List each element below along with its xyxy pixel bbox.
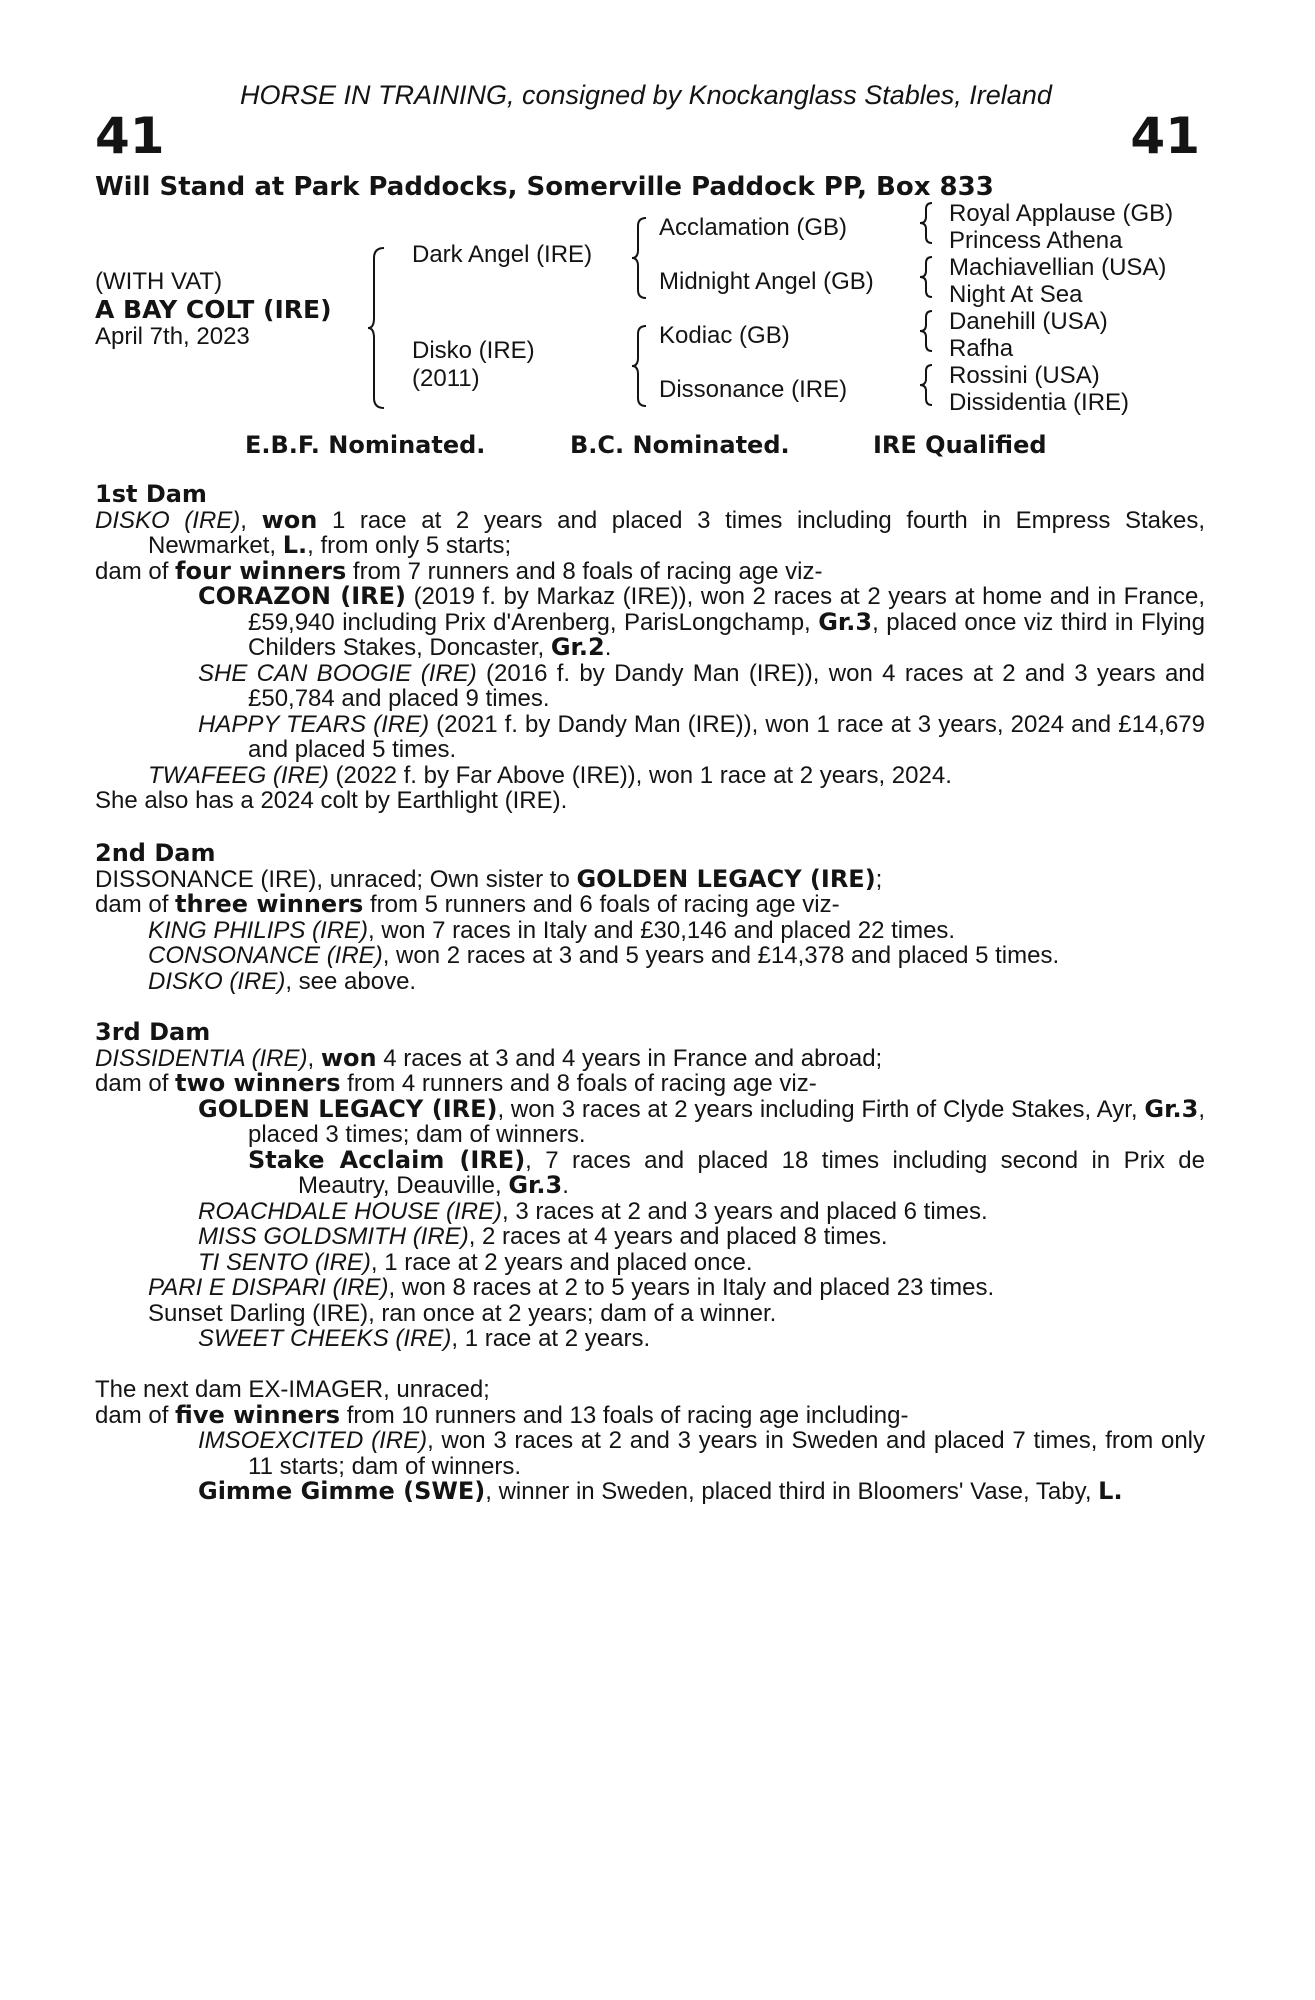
pedigree-g2: Princess Athena [949,227,1123,254]
text-fragment: , placed 3 times; dam of winners. [248,1095,1205,1148]
text-fragment: dam of [95,557,176,585]
third-dam-section [95,1020,1205,1352]
text-fragment: , 1 race at 2 years and placed once. [370,1248,753,1276]
produce-she-can-boogie [95,661,1205,712]
pedigree-g7: Rossini (USA) [949,362,1100,389]
produce-name: SHE CAN BOOGIE (IRE) [198,659,477,687]
foaling-date: April 7th, 2023 [95,323,250,350]
bc-nominated: B.C. Nominated. [570,431,790,459]
produce-name: IMSOEXCITED (IRE) [198,1427,428,1454]
produce-name: KING PHILIPS (IRE) [148,916,369,944]
first-dam-section [95,482,1205,814]
grandproduce-sweet-cheeks [95,1326,1205,1352]
text-fragment: ; [875,865,883,893]
pedigree-g5: Danehill (USA) [949,308,1108,335]
pedigree-bracket-g4 [920,365,934,405]
race-grade: Gr.3 [818,607,873,636]
produce-name: GOLDEN LEGACY (IRE) [198,1094,498,1123]
grandproduce-gimme-gimme [95,1479,1205,1505]
produce-name: CONSONANCE (IRE) [148,942,383,969]
produce-disko [95,969,1205,995]
horse-name: A BAY COLT (IRE) [95,295,332,324]
pedigree-g4: Night At Sea [949,281,1083,308]
text-fragment: , 1 race at 2 years. [451,1325,651,1352]
first-dam-summary: DISKO (IRE), won 1 race at 2 years and placed 3 times including fourth in Empress Stakes, Newmarket, L., from only 5 starts; [95,505,1206,559]
text-fragment: (2022 f. by Far Above (IRE)), won 1 race at 2 years, 2024. [328,761,952,789]
pedigree-bracket-g3 [920,311,934,351]
pedigree-dam: Disko (IRE) [412,337,535,364]
text-fragment: dam of [95,1070,176,1097]
pedigree-sire-dam: Midnight Angel (GB) [659,268,874,295]
text-fragment: , see above. [285,967,417,995]
ire-qualified: IRE Qualified [873,431,1047,459]
text-fragment: . [604,634,612,661]
pedigree-bracket-g1 [920,203,934,243]
text-fragment: , won 8 races at 2 to 5 years in Italy and placed 23 times. [388,1274,995,1301]
text-fragment: , won 3 races at 2 years including Firth of Clyde Stakes, Ayr, [497,1095,1145,1123]
grandproduce-miss-goldsmith [95,1224,1205,1250]
text-fragment: , won 2 races at 3 and 5 years and £14,378 and placed 5 times. [382,942,1060,969]
produce-name: SWEET CHEEKS (IRE) [198,1325,452,1352]
fourth-dam-section [95,1377,1205,1505]
pedigree-g8: Dissidentia (IRE) [949,389,1130,416]
pedigree-dam-dam: Dissonance (IRE) [659,376,848,403]
stand-location: Will Stand at Park Paddocks, Somerville Paddock PP, Box 833 [95,172,994,202]
dam-name: DISSIDENTIA (IRE) [95,1044,308,1072]
winners-count: four winners [175,556,347,585]
produce-twafeeg [95,763,1205,789]
produce-name: Gimme Gimme (SWE) [198,1477,486,1505]
race-grade: Gr.2 [550,633,605,661]
text-fragment: , 3 races at 2 and 3 years and placed 6 times. [502,1197,988,1225]
fourth-dam-produce-summary [95,1400,1205,1429]
winners-count: five winners [175,1400,341,1429]
text-fragment: from 4 runners and 8 foals of racing age viz- [340,1070,817,1097]
first-dam-also: She also has a 2024 colt by Earthlight (IRE). [95,787,568,814]
first-dam-heading: 1st Dam [95,480,207,508]
pedigree-g1: Royal Applause (GB) [949,200,1174,227]
second-dam-produce-summary [95,892,1205,918]
catalogue-heading: HORSE IN TRAINING, consigned by Knockanglass Stables, Ireland [240,80,1052,110]
text-fragment: , winner in Sweden, placed third in Bloomers' Vase, Taby, [485,1478,1099,1505]
race-grade: Gr.3 [508,1171,563,1199]
text-fragment: DISSONANCE (IRE), unraced; Own sister to [95,865,577,893]
produce-king-philips [95,918,1205,944]
grandproduce-stake-acclaim [95,1145,1205,1199]
pedigree-bracket-main [368,248,388,408]
winners-count: two winners [175,1069,341,1097]
produce-pari-e-dispari [95,1275,1205,1301]
pedigree-bracket-g2 [920,257,934,297]
text-fragment: from 5 runners and 6 foals of racing age viz- [363,891,840,918]
produce-name: CORAZON (IRE) [198,582,406,610]
grandproduce-roachdale-house [95,1199,1205,1225]
text-fragment: (2016 f. by Dandy Man (IRE)), won 4 races at 2 and 3 years and £50,784 and placed 9 times. [248,659,1205,712]
produce-name: TWAFEEG (IRE) [148,761,329,789]
produce-imsoexcited [95,1428,1205,1479]
lot-number-left: 41 [95,107,165,165]
text-fragment: from 7 runners and 8 foals of racing age viz- [346,557,823,585]
lot-number-right: 41 [1130,107,1200,165]
second-dam-section [95,841,1205,994]
produce-sunset-darling: Sunset Darling (IRE), ran once at 2 years; dam of a winner. [148,1299,777,1327]
text-fragment: . [562,1172,569,1199]
produce-name: DISKO (IRE) [148,967,286,995]
text-fragment: from 10 runners and 13 foals of racing age including- [340,1401,909,1429]
third-dam-produce-summary [95,1071,1205,1097]
third-dam-summary [95,1043,1205,1072]
race-grade: L. [282,531,308,559]
text-fragment: , won 7 races in Italy and £30,146 and placed 22 times. [368,916,956,944]
second-dam-heading: 2nd Dam [95,839,216,867]
vat-note: (WITH VAT) [95,268,223,295]
sibling-name: GOLDEN LEGACY (IRE) [576,864,876,893]
second-dam-summary [95,864,1205,893]
text-fragment: dam of [95,1401,176,1429]
text-fragment: (2021 f. by Dandy Man (IRE)), won 1 race at 3 years, 2024 and £14,679 and placed 5 times. [248,710,1205,763]
text-fragment: , 7 races and placed 18 times including second in Prix de Meautry, Deauville, [298,1146,1205,1199]
pedigree-sire-sire: Acclamation (GB) [659,214,848,241]
produce-golden-legacy [95,1094,1205,1148]
won-label: won [320,1043,377,1072]
first-dam-produce-summary [95,556,1205,585]
text-fragment: , placed once viz third in Flying Childers Stakes, Doncaster, [248,608,1205,661]
text-fragment: 4 races at 3 and 4 years in France and abroad; [376,1044,883,1072]
produce-name: PARI E DISPARI (IRE) [148,1274,389,1301]
produce-name: ROACHDALE HOUSE (IRE) [198,1197,503,1225]
text-fragment: (2019 f. by Markaz (IRE)), won 2 races at 2 years at home and in France, £59,940 including Prix d'Arenberg, ParisLongchamp, [248,583,1205,636]
race-grade: L. [1098,1477,1123,1505]
pedigree-dam-sire: Kodiac (GB) [659,322,790,349]
produce-name: HAPPY TEARS (IRE) [198,710,430,738]
text-fragment: , [307,1044,321,1072]
text-fragment: dam of [95,891,176,918]
ebf-nominated: E.B.F. Nominated. [245,431,486,459]
winners-count: three winners [175,890,364,918]
produce-name: TI SENTO (IRE) [198,1248,371,1276]
produce-corazon [95,584,1205,661]
dam-record: 1 race at 2 years and placed 3 times including fourth in Empress Stakes, Newmarket, [148,506,1206,559]
race-grade: Gr.3 [1144,1094,1199,1123]
pedigree-bracket-sire [632,218,648,298]
produce-name: Stake Acclaim (IRE) [248,1145,526,1174]
produce-name: MISS GOLDSMITH (IRE) [198,1223,469,1250]
dam-name: DISKO (IRE) [95,506,241,534]
text-fragment: , won 3 races at 2 and 3 years in Sweden and placed 7 times, from only 11 starts; dam of winners. [248,1427,1205,1480]
pedigree-g6: Rafha [949,335,1014,362]
produce-consonance [95,943,1205,969]
fourth-dam-summary: The next dam EX-IMAGER, unraced; [95,1376,490,1403]
pedigree-sire: Dark Angel (IRE) [412,241,593,268]
text-fragment: , 2 races at 4 years and placed 8 times. [468,1223,888,1250]
third-dam-heading: 3rd Dam [95,1018,211,1046]
grandproduce-ti-sento [95,1250,1205,1276]
dam-starts: , from only 5 starts; [307,532,512,559]
produce-happy-tears [95,712,1205,763]
pedigree-dam-year: (2011) [412,365,480,392]
pedigree-g3: Machiavellian (USA) [949,254,1167,281]
won-label: won [261,505,318,534]
pedigree-bracket-dam [632,326,648,406]
